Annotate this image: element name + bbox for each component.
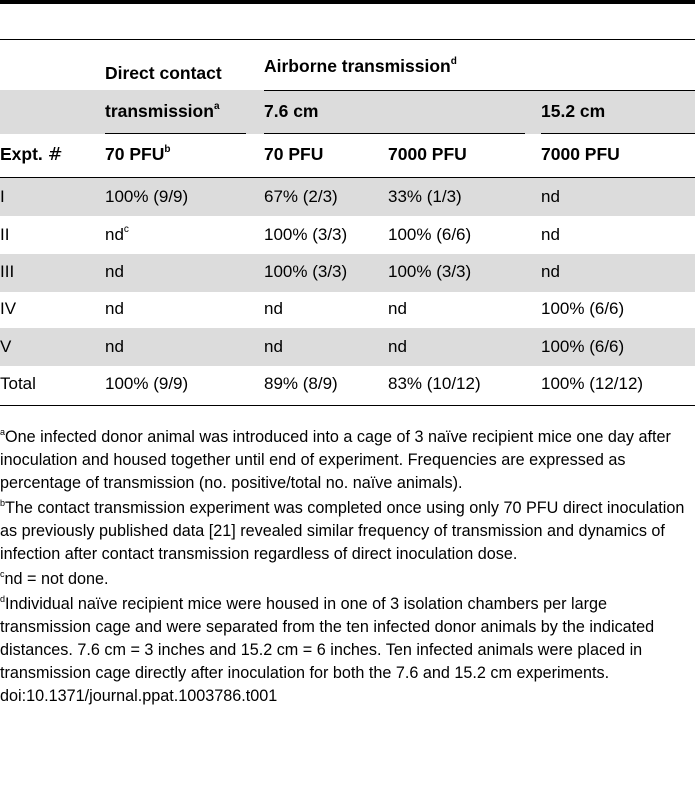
cell-airborne-152-7000: 100% (12/12) xyxy=(541,374,644,393)
footnotes xyxy=(0,426,695,708)
cell-airborne-152-7000: nd xyxy=(541,187,560,206)
airborne-rule xyxy=(264,90,695,91)
header-expt: Expt. # xyxy=(0,144,63,165)
footnote-b: $^b$The contact transmission experiment was completed once using only 70 PFU direct inoculation as previously published data [21] revealed similar frequency of transmission and dynamics of infection after contact transmission regardless of direct inoculation dose. xyxy=(0,498,685,563)
cell-expt: I xyxy=(0,187,5,206)
cell-airborne-76-70: 89% (8/9) xyxy=(264,374,338,393)
cell-airborne-152-7000: nd xyxy=(541,262,560,281)
header-dist-7-6: 7.6 cm xyxy=(264,101,319,121)
table-bottom-rule xyxy=(0,405,695,406)
cell-airborne-76-7000: 83% (10/12) xyxy=(388,374,481,393)
cell-expt: IV xyxy=(0,299,17,318)
cell-expt: V xyxy=(0,337,12,356)
header-airborne: Airborne transmission$^d$ xyxy=(264,56,457,76)
cell-direct: 100% (9/9) xyxy=(105,374,189,393)
header-dist-15-2: 15.2 cm xyxy=(541,101,606,121)
cell-direct: nd xyxy=(105,262,124,281)
cell-airborne-76-70: 67% (2/3) xyxy=(264,187,338,206)
cell-airborne-152-7000: nd xyxy=(541,225,560,244)
header-direct-contact: Direct contact xyxy=(105,63,222,83)
cell-direct: nd xyxy=(105,299,124,318)
cell-expt: II xyxy=(0,225,10,244)
cell-airborne-76-70: nd xyxy=(264,299,283,318)
dist-7-6-rule xyxy=(264,133,525,134)
header-direct-contact-line2: transmission$^a$ xyxy=(105,101,220,121)
cell-airborne-76-7000: 100% (6/6) xyxy=(388,225,472,244)
footnote-c: $^c$nd = not done. xyxy=(0,569,109,588)
header-direct-dose: 70 PFU$^b$ xyxy=(105,144,171,164)
cell-airborne-76-70: 100% (3/3) xyxy=(264,225,348,244)
header-152-7000pfu: 7000 PFU xyxy=(541,144,620,164)
header-76-7000pfu: 7000 PFU xyxy=(388,144,467,164)
cell-direct: 100% (9/9) xyxy=(105,187,189,206)
cell-airborne-76-70: nd xyxy=(264,337,283,356)
header-76-70pfu: 70 PFU xyxy=(264,144,324,164)
cell-airborne-76-7000: 100% (3/3) xyxy=(388,262,472,281)
cell-airborne-76-7000: nd xyxy=(388,299,407,318)
footnote-d: $^d$Individual naïve recipient mice were housed in one of 3 isolation chambers per large transmission cage and were separated from the ten infected donor animals by the indicated distances. 7.6 cm = 3 inches and 15.2 cm = 6 inches. Ten infected animals were placed in transmission cage directly after inoculation for both the 7.6 and 15.2 cm experiments. xyxy=(0,594,655,682)
direct-contact-rule xyxy=(105,133,246,134)
cell-airborne-76-7000: 33% (1/3) xyxy=(388,187,462,206)
footnote-a: $^a$One infected donor animal was introduced into a cage of 3 naïve recipient mice one day after inoculation and housed together until end of experiment. Frequencies are expressed as percentage of transmission (no. positive/total no. naïve animals). xyxy=(0,427,671,492)
doi-line: doi:10.1371/journal.ppat.1003786.t001 xyxy=(0,687,278,705)
header-top-rule xyxy=(0,39,695,40)
dist-15-2-rule xyxy=(541,133,695,134)
top-border xyxy=(0,0,695,4)
cell-airborne-152-7000: 100% (6/6) xyxy=(541,337,625,356)
cell-airborne-76-7000: nd xyxy=(388,337,407,356)
cell-airborne-152-7000: 100% (6/6) xyxy=(541,299,625,318)
cell-direct: nd xyxy=(105,337,124,356)
cell-expt: III xyxy=(0,262,15,281)
cell-direct: $nd^c$ xyxy=(105,224,129,244)
cell-expt: Total xyxy=(0,374,36,393)
cell-airborne-76-70: 100% (3/3) xyxy=(264,262,348,281)
